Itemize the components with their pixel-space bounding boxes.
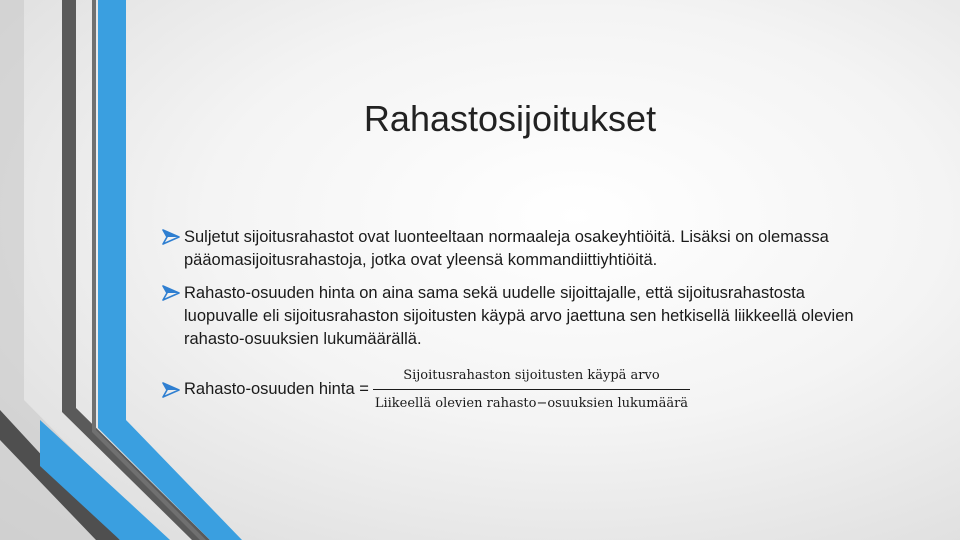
bullet-text-2: Rahasto-osuuden hinta on aina sama sekä uudelle sijoittajalle, että sijoitusrahastosta luopuvalle eli sijoitusrahaston sijoitusten käypä arvo jaettuna sen hetkisellä liikkeellä olevien rahasto-osuuksien lukumäärällä. (184, 284, 854, 348)
bullet-item-1 (162, 226, 862, 272)
arrow-bullet-icon (162, 382, 180, 398)
bullet-list (162, 226, 862, 415)
bullet-item-2 (162, 282, 862, 351)
arrow-bullet-icon (162, 229, 180, 245)
bullet-text-1: Suljetut sijoitusrahastot ovat luonteeltaan normaaleja osakeyhtiöitä. Lisäksi on olemassa pääomasijoitusrahastoja, jotka ovat yleensä kommandiittiyhtiöitä. (184, 228, 829, 269)
formula-denominator: Liikeellä olevien rahasto−osuuksien lukumäärä (374, 396, 689, 411)
formula-fraction (375, 364, 688, 415)
formula-numerator: Sijoitusrahaston sijoitusten käypä arvo (373, 364, 690, 390)
bullet-item-formula (162, 364, 862, 415)
arrow-bullet-icon (162, 285, 180, 301)
formula-label: Rahasto-osuuden hinta = (184, 380, 369, 398)
slide-title: Rahastosijoitukset (363, 98, 657, 139)
